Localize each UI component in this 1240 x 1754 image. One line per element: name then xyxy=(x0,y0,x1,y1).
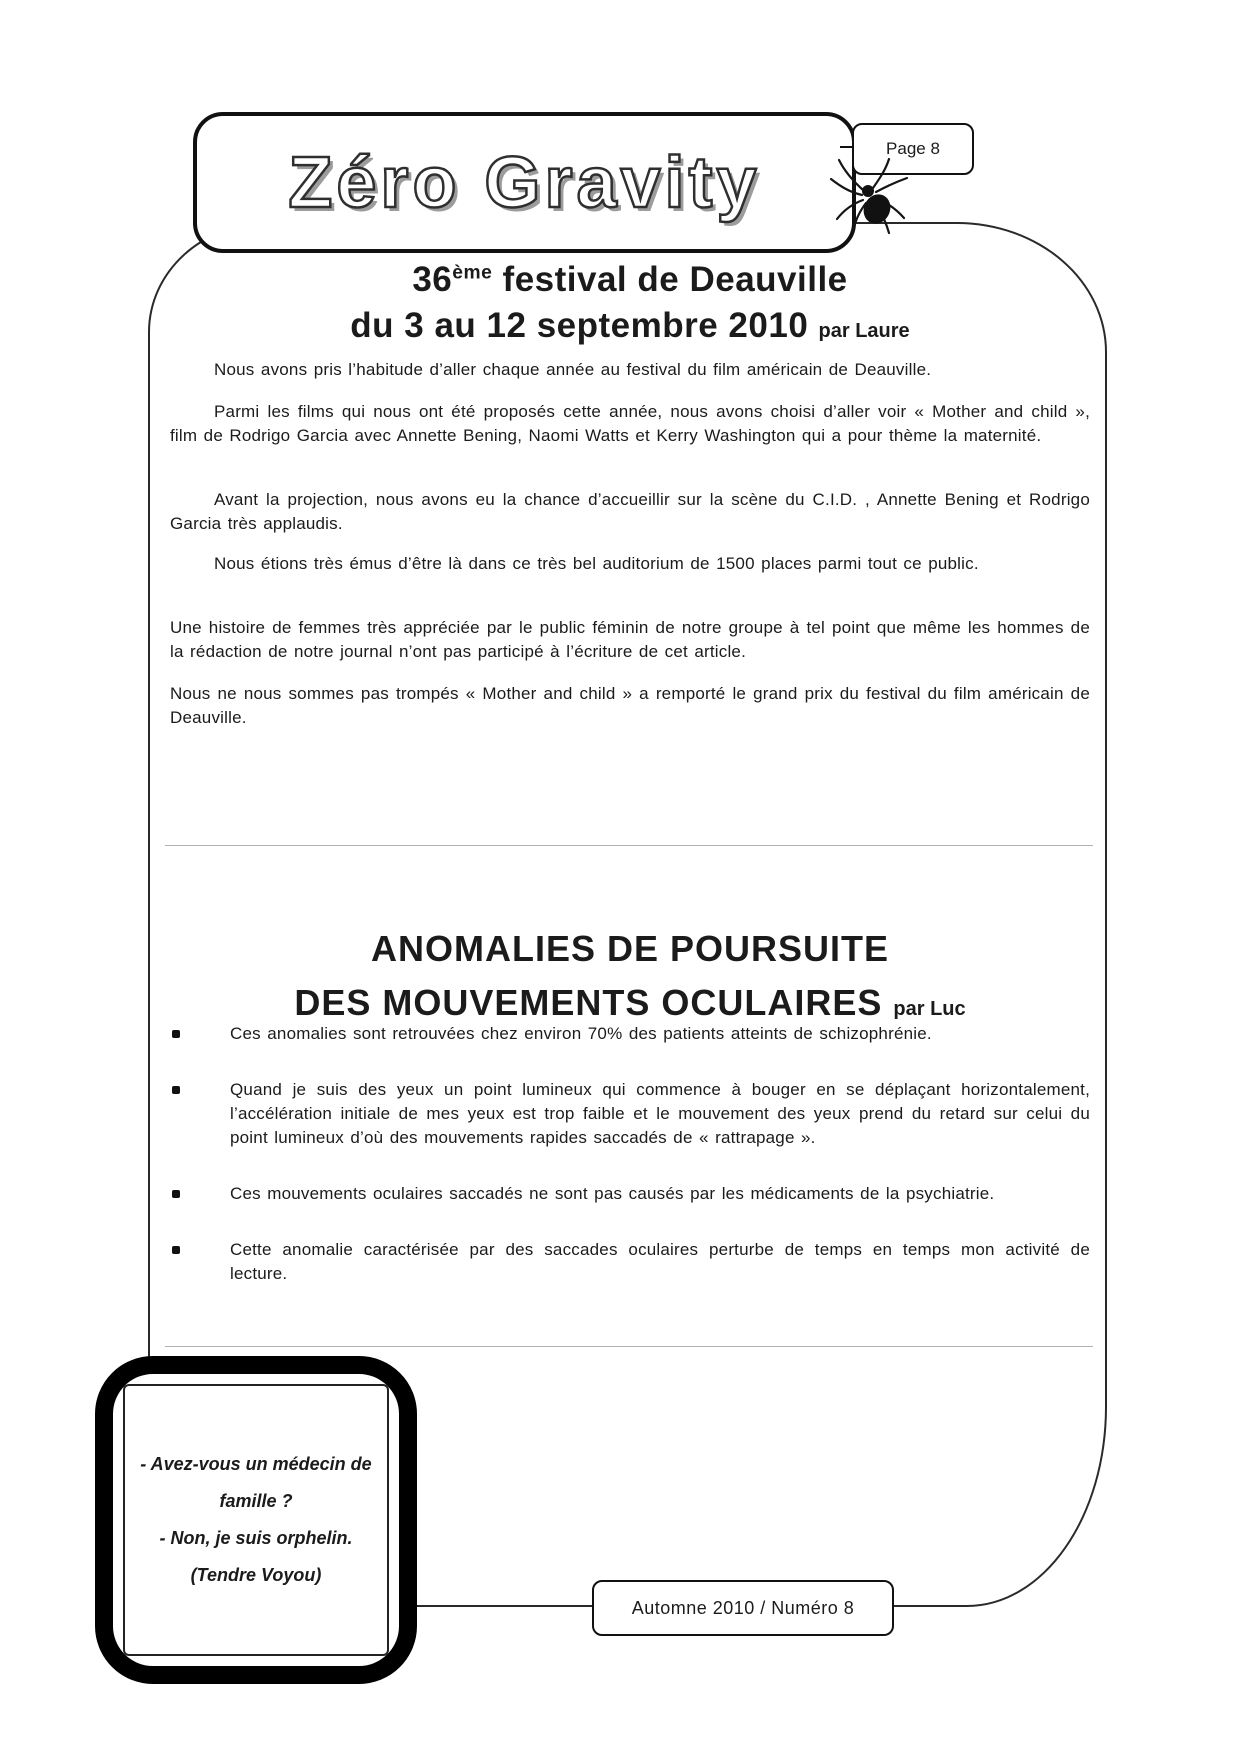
list-item xyxy=(170,1238,1090,1286)
article2-title xyxy=(170,922,1090,1036)
bullet-icon xyxy=(172,1190,180,1198)
article2-byline: par Luc xyxy=(893,998,966,1020)
joke-box xyxy=(95,1356,417,1684)
article1-byline: par Laure xyxy=(818,319,910,342)
paragraph: Parmi les films qui nous ont été proposés cette année, nous avons choisi d’aller voir « Mother and child », film de Rodrigo Garcia avec Annette Bening, Naomi Watts et Kerry Washington qui a pour thème la maternité. xyxy=(170,402,1090,445)
article1-title xyxy=(170,250,1090,354)
joke-text xyxy=(123,1384,389,1656)
paragraph: Avant la projection, nous avons eu la chance d’accueillir sur la scène du C.I.D. , Annette Bening et Rodrigo Garcia très applaudis. xyxy=(170,490,1090,533)
article2-title-line1: ANOMALIES DE POURSUITE xyxy=(370,928,890,969)
bullet-icon xyxy=(172,1246,180,1254)
paragraph: Une histoire de femmes très appréciée par le public féminin de notre groupe à tel point que même les hommes de la rédaction de notre journal n’ont pas participé à l’écriture de cet article. xyxy=(170,618,1090,661)
list-item-text: Ces anomalies sont retrouvées chez environ 70% des patients atteints de schizophrénie. xyxy=(230,1024,932,1043)
paragraph: Nous ne nous sommes pas trompés « Mother and child » a remporté le grand prix du festival du film américain de Deauville. xyxy=(170,684,1090,727)
paragraph: Nous avons pris l’habitude d’aller chaque année au festival du film américain de Deauville. xyxy=(214,360,932,379)
list-item-text: Cette anomalie caractérisée par des saccades oculaires perturbe de temps en temps mon activité de lecture. xyxy=(230,1240,1090,1283)
page-number-label: Page 8 xyxy=(886,139,940,158)
bullet-icon xyxy=(172,1086,180,1094)
ordinal-superscript: ème xyxy=(452,262,493,283)
joke-line: (Tendre Voyou) xyxy=(190,1565,322,1585)
paragraph: Nous étions très émus d’être là dans ce très bel auditorium de 1500 places parmi tout ce public. xyxy=(214,554,979,573)
list-item-text: Quand je suis des yeux un point lumineux qui commence à bouger en se déplaçant horizontalement, l’accélération initiale de mes yeux est trop faible et le mouvement des yeux prend du retard sur celui du point lumineux d’où des mouvements rapides saccadés de « rattrapage ». xyxy=(230,1080,1090,1147)
joke-line: - Avez-vous un médecin de famille ? xyxy=(140,1454,372,1511)
spider-icon xyxy=(828,156,912,249)
section-divider xyxy=(165,845,1093,846)
article1-title-line2: du 3 au 12 septembre 2010 xyxy=(350,305,819,345)
masthead xyxy=(193,112,856,253)
list-item xyxy=(170,1182,1090,1206)
issue-box xyxy=(592,1580,894,1636)
list-item xyxy=(170,1022,1090,1046)
list-item xyxy=(170,1078,1090,1150)
bullet-icon xyxy=(172,1030,180,1038)
newsletter-title: Zéro Gravity xyxy=(288,142,761,223)
issue-label: Automne 2010 / Numéro 8 xyxy=(631,1597,855,1618)
joke-line: - Non, je suis orphelin. xyxy=(159,1528,353,1548)
list-item-text: Ces mouvements oculaires saccadés ne sont pas causés par les médicaments de la psychiatrie. xyxy=(230,1184,995,1203)
section-divider xyxy=(165,1346,1093,1347)
article1-title-line1: 36ème festival de Deauville xyxy=(412,259,848,299)
article2-title-line2: DES MOUVEMENTS OCULAIRES xyxy=(294,982,894,1023)
